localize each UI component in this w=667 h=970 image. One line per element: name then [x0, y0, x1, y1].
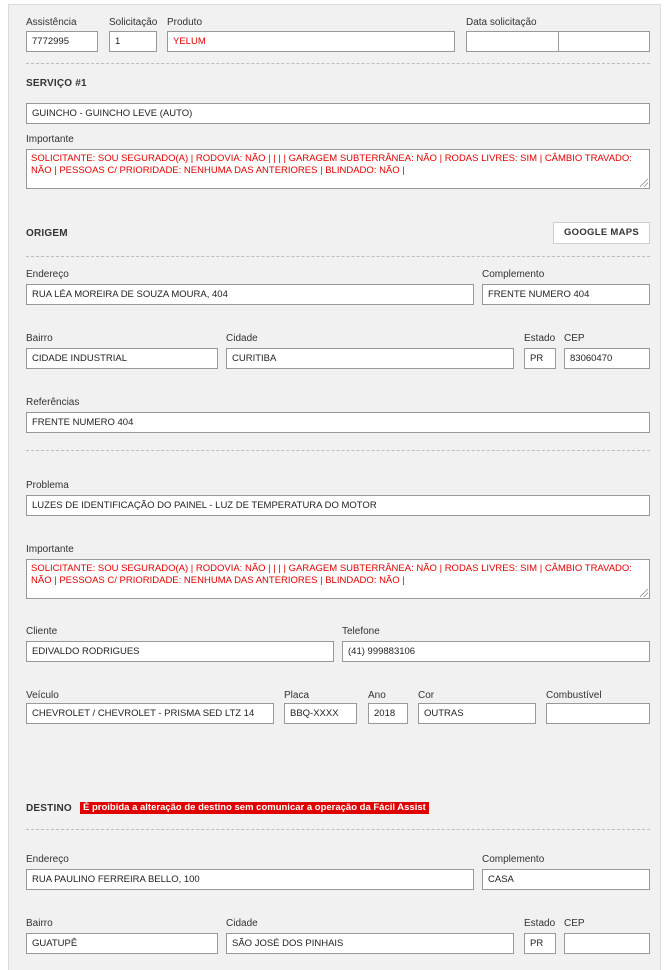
origem-bairro-label: Bairro: [26, 333, 53, 344]
cliente-label: Cliente: [26, 626, 58, 637]
servico-importante-text: SOLICITANTE: SOU SEGURADO(A) | RODOVIA: NÃO | | | | GARAGEM SUBTERRÂNEA: NÃO | RODAS LIVRES: SIM | CÂMBIO TRAVADO: NÃO | PESSOAS C/ PRIORIDADE: NENHUMA DAS ANTERIORES | BLINDADO: NÃO |: [31, 153, 632, 176]
servico-field[interactable]: GUINCHO - GUINCHO LEVE (AUTO): [26, 103, 650, 124]
destino-endereco-field[interactable]: RUA PAULINO FERREIRA BELLO, 100: [26, 869, 474, 890]
ano-field[interactable]: 2018: [368, 703, 408, 724]
divider: [26, 63, 650, 64]
produto-label: Produto: [167, 17, 203, 28]
destino-complemento-label: Complemento: [482, 854, 545, 865]
origem-endereco-field[interactable]: RUA LÉA MOREIRA DE SOUZA MOURA, 404: [26, 284, 474, 305]
destino-warning-badge: É proibida a alteração de destino sem comunicar a operação da Fácil Assist: [80, 802, 429, 814]
combustivel-field[interactable]: [546, 703, 650, 724]
origem-referencias-field[interactable]: FRENTE NUMERO 404: [26, 412, 650, 433]
divider: [26, 256, 650, 257]
telefone-field[interactable]: (41) 999883106: [342, 641, 650, 662]
cor-label: Cor: [418, 690, 435, 701]
destino-cidade-field[interactable]: SÃO JOSÉ DOS PINHAIS: [226, 933, 514, 954]
destino-bairro-label: Bairro: [26, 918, 53, 929]
assistencia-label: Assistência: [26, 17, 77, 28]
problema-importante-textarea[interactable]: [26, 559, 650, 599]
assistencia-field[interactable]: 7772995: [26, 31, 98, 52]
destino-bairro-field[interactable]: GUATUPÊ: [26, 933, 218, 954]
cor-field[interactable]: OUTRAS: [418, 703, 536, 724]
solicitacao-field[interactable]: 1: [109, 31, 157, 52]
veiculo-field[interactable]: CHEVROLET / CHEVROLET - PRISMA SED LTZ 14: [26, 703, 274, 724]
ano-label: Ano: [368, 690, 386, 701]
servico-importante-textarea[interactable]: [26, 149, 650, 189]
problema-importante-label: Importante: [26, 544, 74, 555]
placa-field[interactable]: BBQ-XXXX: [284, 703, 357, 724]
solicitacao-label: Solicitação: [109, 17, 158, 28]
origem-cidade-field[interactable]: CURITIBA: [226, 348, 514, 369]
combustivel-label: Combustível: [546, 690, 602, 701]
destino-cep-label: CEP: [564, 918, 585, 929]
data-solicitacao-time-field[interactable]: [558, 31, 650, 52]
telefone-label: Telefone: [342, 626, 380, 637]
google-maps-button[interactable]: GOOGLE MAPS: [553, 222, 650, 244]
divider: [26, 450, 650, 451]
origem-complemento-field[interactable]: FRENTE NUMERO 404: [482, 284, 650, 305]
destino-estado-field[interactable]: PR: [524, 933, 556, 954]
resize-grip-icon[interactable]: [640, 589, 648, 597]
origem-endereco-label: Endereço: [26, 269, 69, 280]
destino-title: DESTINO: [26, 803, 72, 814]
origem-referencias-label: Referências: [26, 397, 80, 408]
origem-cidade-label: Cidade: [226, 333, 258, 344]
divider: [26, 829, 650, 830]
origem-estado-field[interactable]: PR: [524, 348, 556, 369]
destino-complemento-field[interactable]: CASA: [482, 869, 650, 890]
data-solicitacao-date-field[interactable]: [466, 31, 559, 52]
servico-importante-label: Importante: [26, 134, 74, 145]
destino-estado-label: Estado: [524, 918, 556, 929]
placa-label: Placa: [284, 690, 310, 701]
problema-importante-text: SOLICITANTE: SOU SEGURADO(A) | RODOVIA: NÃO | | | | GARAGEM SUBTERRÂNEA: NÃO | RODAS LIVRES: SIM | CÂMBIO TRAVADO: NÃO | PESSOAS C/ PRIORIDADE: NENHUMA DAS ANTERIORES | BLINDADO: NÃO |: [31, 563, 632, 586]
destino-cep-field[interactable]: [564, 933, 650, 954]
data-solicitacao-label: Data solicitação: [466, 17, 537, 28]
servico-title: SERVIÇO #1: [26, 78, 87, 89]
veiculo-label: Veículo: [26, 690, 59, 701]
origem-cep-label: CEP: [564, 333, 585, 344]
destino-cidade-label: Cidade: [226, 918, 258, 929]
origem-complemento-label: Complemento: [482, 269, 545, 280]
origem-cep-field[interactable]: 83060470: [564, 348, 650, 369]
resize-grip-icon[interactable]: [640, 179, 648, 187]
problema-field[interactable]: LUZES DE IDENTIFICAÇÃO DO PAINEL - LUZ DE TEMPERATURA DO MOTOR: [26, 495, 650, 516]
destino-endereco-label: Endereço: [26, 854, 69, 865]
cliente-field[interactable]: EDIVALDO RODRIGUES: [26, 641, 334, 662]
origem-bairro-field[interactable]: CIDADE INDUSTRIAL: [26, 348, 218, 369]
origem-title: ORIGEM: [26, 228, 68, 239]
produto-field[interactable]: YELUM: [167, 31, 455, 52]
origem-estado-label: Estado: [524, 333, 556, 344]
problema-label: Problema: [26, 480, 69, 491]
